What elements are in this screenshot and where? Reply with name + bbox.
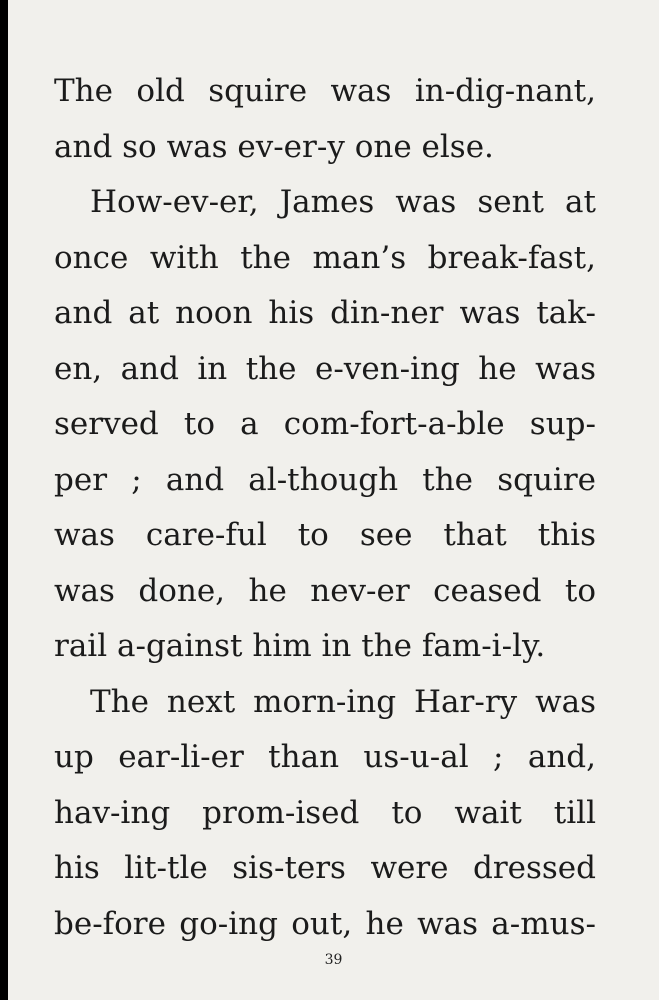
text-line: was done, he nev-er ceased to — [54, 572, 596, 609]
text-line: The next morn-ing Har-ry was — [90, 683, 596, 720]
text-line: hav-ing prom-ised to wait till — [54, 794, 596, 831]
text-line: served to a com-fort-a-ble sup- — [54, 406, 596, 442]
text-line: How-ev-er, James was sent at — [90, 184, 596, 220]
text-line: be-fore go-ing out, he was a-mus- — [54, 905, 596, 942]
book-page — [8, 0, 659, 1000]
body-text — [54, 64, 596, 952]
text-line: en, and in the e-ven-ing he was — [54, 350, 596, 387]
text-line: per ; and al-though the squire — [54, 461, 596, 498]
text-line: was care-ful to see that this — [54, 517, 596, 553]
text-line: and at noon his din-ner was tak- — [54, 295, 596, 331]
text-line: once with the man’s break-fast, — [54, 239, 596, 276]
text-line: The old squire was in-dig-nant, — [54, 73, 596, 109]
text-line: up ear-li-er than us-u-al ; and, — [54, 739, 596, 775]
text-line: rail a-gainst him in the fam-i-ly. — [54, 628, 546, 664]
page-number: 39 — [324, 952, 343, 968]
text-line: and so was ev-er-y one else. — [54, 128, 494, 165]
text-line: his lit-tle sis-ters were dressed — [54, 850, 596, 886]
